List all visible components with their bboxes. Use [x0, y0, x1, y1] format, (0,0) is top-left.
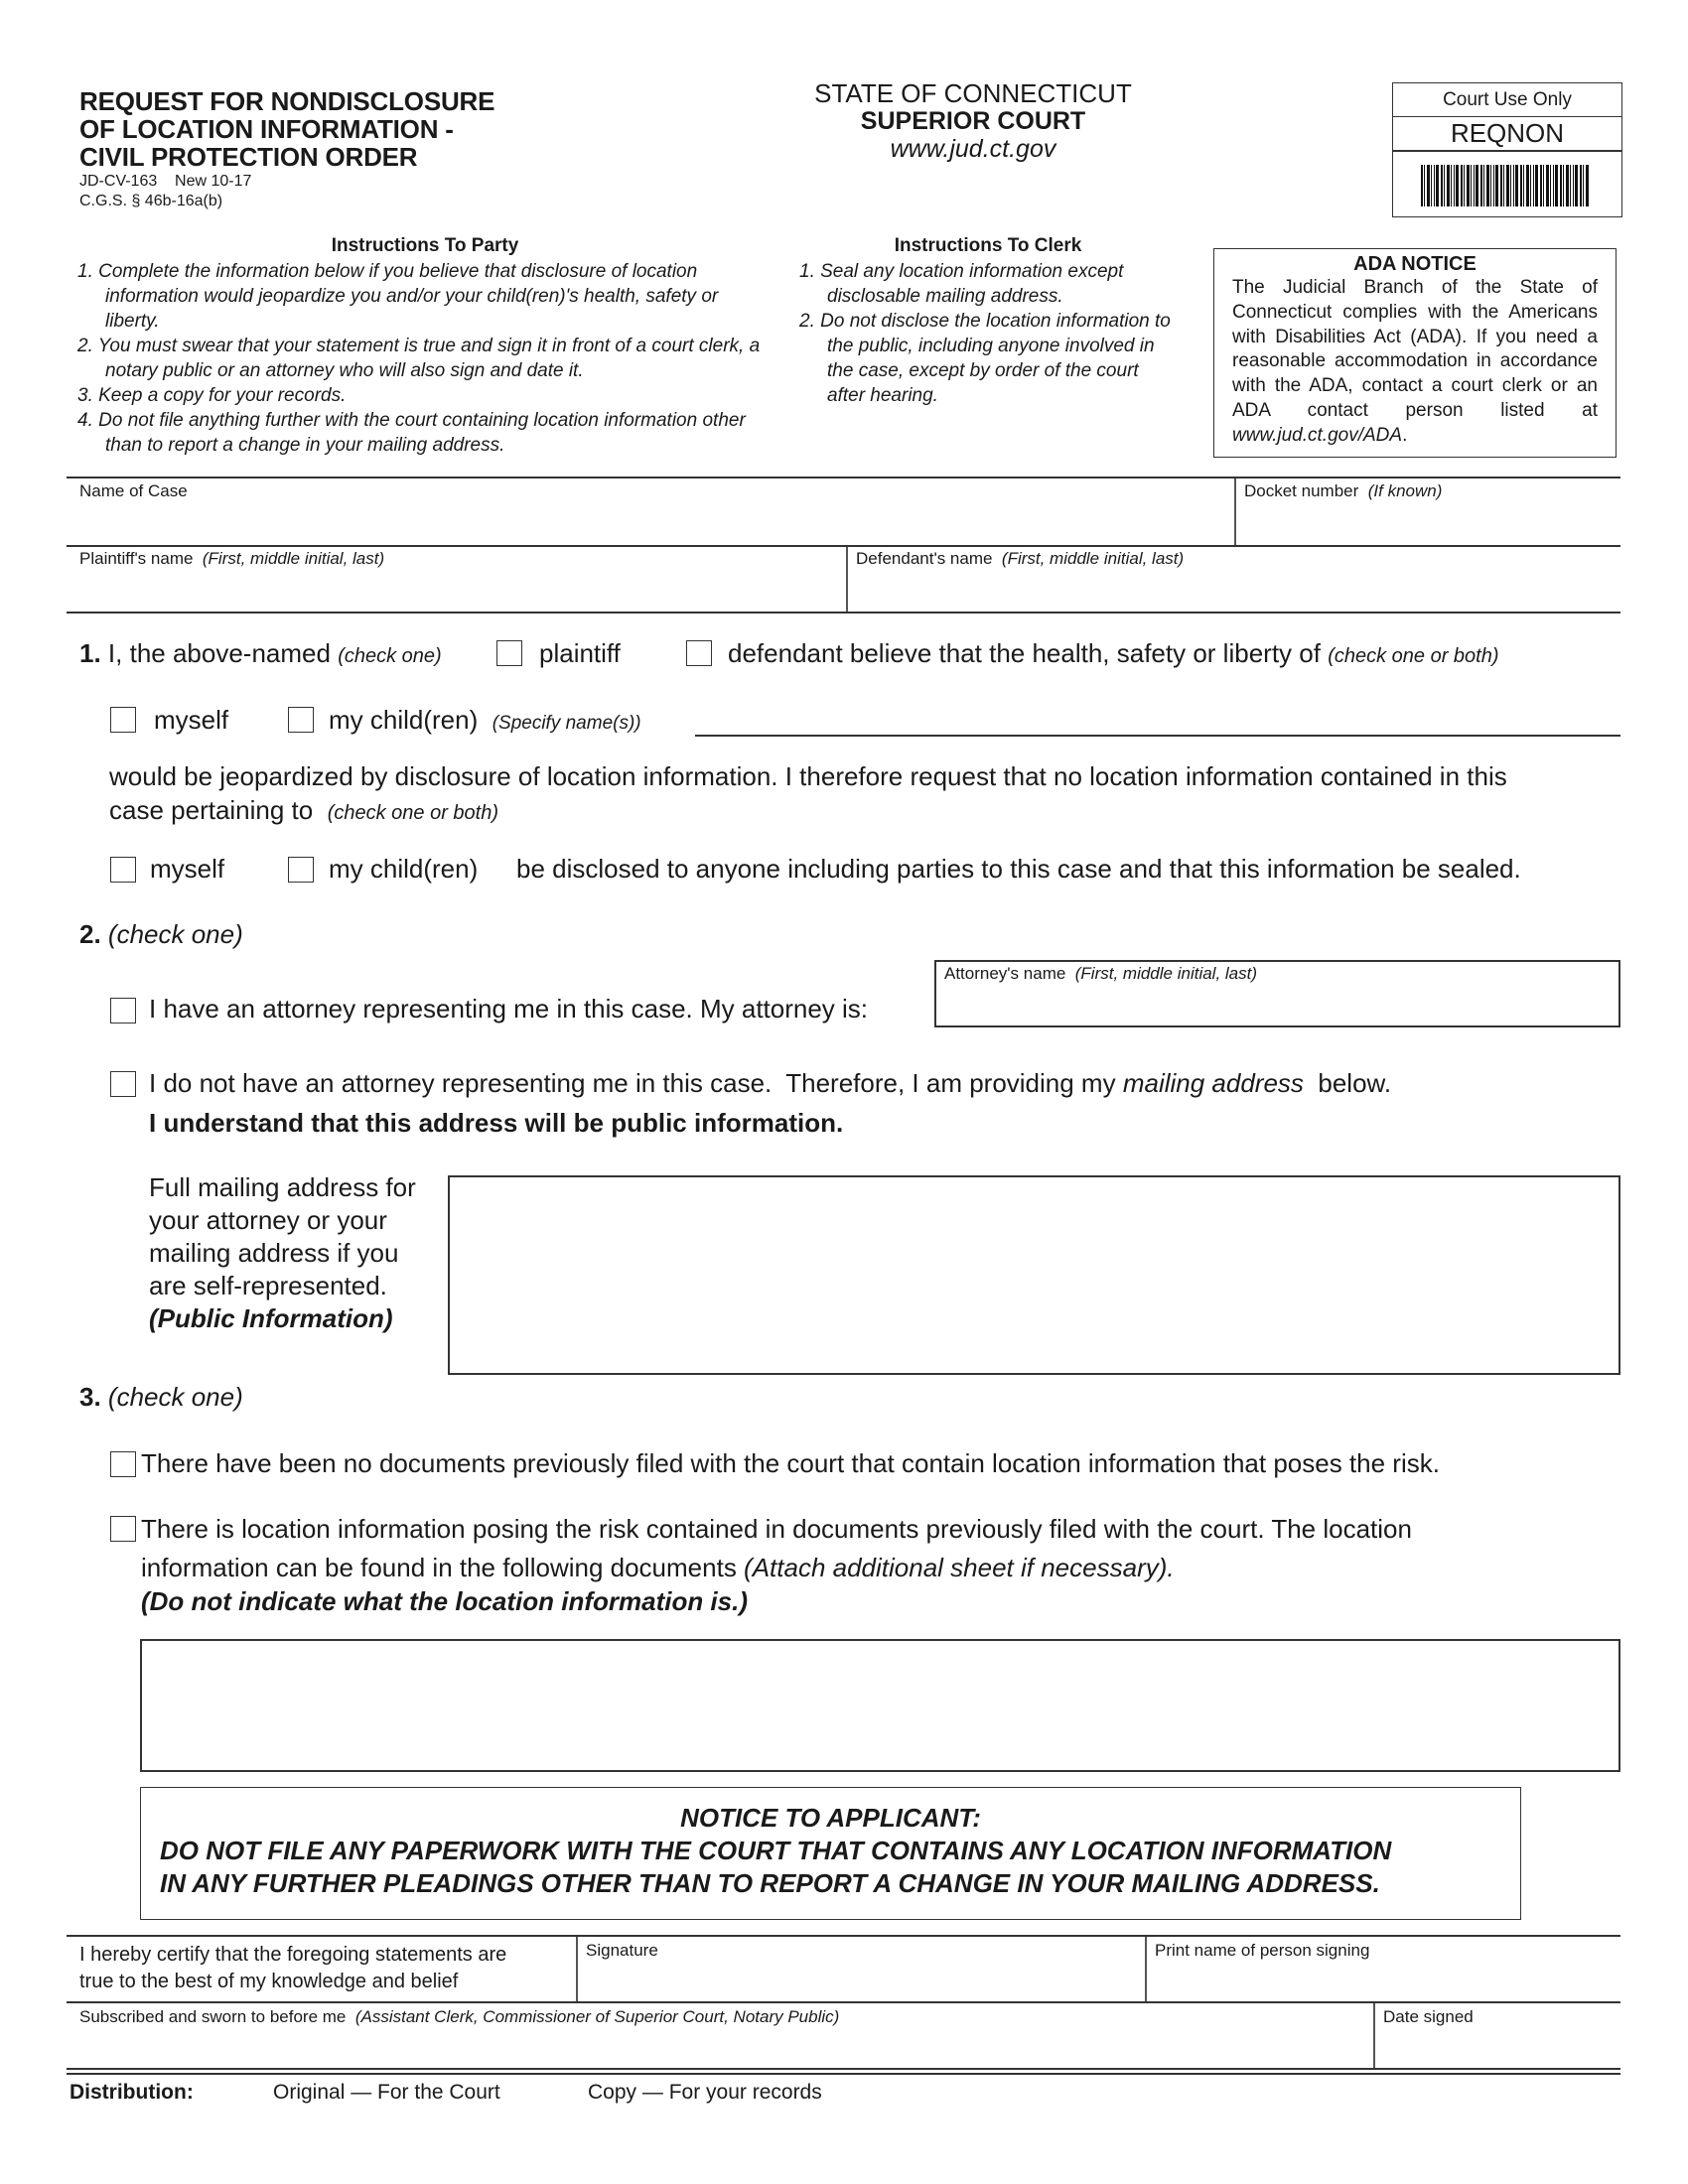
jeopardy-myself-label: myself: [154, 705, 229, 735]
party-instruction-1: 1. Complete the information below if you believe that disclosure of location information would jeopardize you and/or your child(ren)'s health, safety or liberty.: [77, 261, 719, 332]
party-instruction-2: 2. You must swear that your statement is true and sign it in front of a court clerk, a notary public or an attorney who will also sign and date it.: [77, 336, 761, 381]
signature-field[interactable]: [578, 1937, 1145, 2001]
court-use-box: [1392, 82, 1622, 217]
distribution-copy: Copy — For your records: [588, 2081, 822, 2104]
address-label-line-4: are self-represented.: [149, 1271, 387, 1300]
sworn-label-text: Subscribed and sworn to before me: [79, 2007, 347, 2026]
divider: [67, 612, 1620, 614]
attach-sheet-hint: (Attach additional sheet if necessary).: [744, 1553, 1175, 1582]
section3-check-one-hint: (check one): [107, 1382, 243, 1412]
no-documents-label: There have been no documents previously filed with the court that contain location information that poses the risk.: [141, 1448, 1440, 1478]
section2-number: 2.: [79, 919, 101, 949]
children-names-input[interactable]: [695, 703, 1620, 737]
public-information-note: (Public Information): [149, 1303, 393, 1333]
distribution-label: Distribution:: [70, 2081, 194, 2104]
has-documents-label-line2: [141, 1552, 1175, 1583]
date-signed-field[interactable]: [1375, 2003, 1620, 2068]
barcode-icon: [1421, 165, 1590, 206]
plaintiff-name-field[interactable]: [67, 547, 846, 612]
sealed-text: be disclosed to anyone including parties to this case and that this information be sealed.: [516, 854, 1521, 884]
section1-line1: [79, 637, 442, 672]
name-of-case-label: Name of Case: [79, 481, 188, 500]
sworn-before-field[interactable]: [67, 2003, 1373, 2068]
docket-number-label: [1244, 481, 1442, 501]
instructions-clerk-heading: Instructions To Clerk: [894, 235, 1082, 256]
defendant-hint: (First, middle initial, last): [1001, 549, 1185, 568]
court-website: www.jud.ct.gov: [890, 135, 1056, 163]
clerk-instruction-1: 1. Seal any location information except disclosable mailing address.: [799, 261, 1124, 307]
plaintiff-name-label: [79, 549, 384, 569]
ada-body: The Judicial Branch of the State of Connecticut complies with the Americans with Disabilities Act (ADA). If you need a reasonable accommodation in accordance with the ADA, contact a court clerk or an ADA contact person listed at: [1232, 277, 1598, 421]
court-name: SUPERIOR COURT: [860, 107, 1086, 135]
ada-heading: ADA NOTICE: [1353, 253, 1477, 275]
court-use-code: REQNON: [1393, 117, 1621, 152]
mailing-address-input[interactable]: [448, 1175, 1620, 1375]
distribution-original: Original — For the Court: [273, 2081, 500, 2104]
plaintiff-hint: (First, middle initial, last): [202, 549, 385, 568]
check-one-or-both-hint: (check one or both): [1328, 645, 1499, 667]
attorney-hint: (First, middle initial, last): [1074, 964, 1258, 983]
section1-number: 1.: [79, 638, 101, 668]
ada-notice: [1213, 248, 1617, 458]
certify-statement: [79, 1942, 506, 1995]
no-attorney-label: [149, 1067, 1391, 1099]
mailing-address-emphasis: mailing address: [1122, 1068, 1304, 1098]
no-documents-checkbox[interactable]: [110, 1451, 136, 1477]
certify-line-2: true to the best of my knowledge and belief: [79, 1971, 459, 1992]
defendant-name-field[interactable]: [848, 547, 1620, 612]
docket-label-text: Docket number: [1244, 481, 1359, 500]
plaintiff-checkbox[interactable]: [496, 640, 522, 666]
title-line-2: OF LOCATION INFORMATION -: [79, 114, 454, 144]
divider: [67, 2073, 1620, 2075]
instructions-to-clerk: [799, 233, 1177, 408]
pertaining-text: case pertaining to: [109, 795, 314, 825]
statute: C.G.S. § 46b-16a(b): [79, 193, 223, 209]
name-of-case-field[interactable]: [67, 478, 1234, 545]
specify-names-hint: (Specify name(s)): [492, 713, 641, 734]
documents-text: information can be found in the following documents: [141, 1553, 745, 1582]
form-number: JD-CV-163 New 10-17: [79, 173, 252, 190]
jeopardy-myself-checkbox[interactable]: [110, 707, 136, 733]
address-label-line-1: Full mailing address for: [149, 1172, 416, 1202]
seal-myself-label: myself: [150, 854, 225, 884]
ada-link[interactable]: www.jud.ct.gov/ADA: [1232, 424, 1403, 446]
attorney-name-field[interactable]: [934, 960, 1620, 1027]
notice-heading: NOTICE TO APPLICANT:: [680, 1803, 981, 1833]
print-name-label: Print name of person signing: [1155, 1941, 1370, 1960]
state-name: STATE OF CONNECTICUT: [814, 78, 1132, 108]
attorney-label-text: Attorney's name: [944, 964, 1066, 983]
signature-label: Signature: [586, 1941, 658, 1960]
check-one-or-both-hint-2: (check one or both): [327, 802, 499, 824]
section1-paragraph-line2: [109, 794, 498, 829]
section3-number: 3.: [79, 1382, 101, 1412]
sworn-label: [79, 2007, 839, 2027]
seal-myself-checkbox[interactable]: [110, 857, 136, 883]
defendant-name-label: [856, 549, 1184, 569]
address-label-line-2: your attorney or your: [149, 1205, 387, 1235]
notice-to-applicant: [140, 1787, 1521, 1920]
party-instruction-4: 4. Do not file anything further with the court containing location information other than to report a change in your mailing address.: [77, 410, 746, 456]
no-attorney-text-a: I do not have an attorney representing me in this case. Therefore, I am providing my: [149, 1068, 1123, 1098]
section1-check-one-hint: (check one): [338, 645, 442, 667]
docket-number-field[interactable]: [1236, 478, 1620, 545]
party-instruction-3: 3. Keep a copy for your records.: [77, 385, 347, 406]
form-title: [79, 87, 494, 171]
section1-paragraph-line1: would be jeopardized by disclosure of location information. I therefore request that no location information contained in this: [109, 761, 1507, 791]
seal-children-label: my child(ren): [329, 854, 479, 884]
defendant-label: [728, 637, 1499, 672]
children-text: my child(ren): [329, 705, 479, 735]
no-attorney-text-b: below.: [1303, 1068, 1392, 1098]
sworn-hint: (Assistant Clerk, Commissioner of Superior Court, Notary Public): [354, 2007, 840, 2026]
has-documents-checkbox[interactable]: [110, 1516, 136, 1542]
title-line-1: REQUEST FOR NONDISCLOSURE: [79, 86, 495, 116]
address-label-line-3: mailing address if you: [149, 1238, 399, 1268]
court-header: [755, 79, 1192, 163]
title-line-3: CIVIL PROTECTION ORDER: [79, 142, 418, 172]
date-signed-label: Date signed: [1383, 2007, 1474, 2026]
print-name-field[interactable]: [1147, 1937, 1620, 2001]
has-attorney-checkbox[interactable]: [110, 998, 136, 1024]
form-number-block: [79, 172, 251, 211]
instructions-to-party: [77, 233, 773, 458]
seal-children-checkbox[interactable]: [288, 857, 314, 883]
plaintiff-label-text: Plaintiff's name: [79, 549, 194, 568]
defendant-label-text: Defendant's name: [856, 549, 993, 568]
attorney-name-label: [944, 964, 1257, 984]
clerk-instruction-2: 2. Do not disclose the location information to the public, including anyone involved in the case, except by order of the court after hearing.: [799, 311, 1171, 406]
court-use-label: Court Use Only: [1393, 83, 1621, 117]
divider: [67, 2068, 1620, 2070]
instructions-party-heading: Instructions To Party: [331, 235, 519, 256]
docket-hint: (If known): [1367, 481, 1443, 500]
jeopardy-children-label: [329, 704, 641, 740]
plaintiff-label: plaintiff: [539, 638, 621, 668]
no-attorney-checkbox[interactable]: [110, 1071, 136, 1097]
section2-heading: [79, 918, 243, 950]
documents-list-input[interactable]: [140, 1639, 1620, 1772]
public-warning: I understand that this address will be public information.: [149, 1108, 844, 1138]
address-label: [149, 1171, 416, 1335]
defendant-checkbox[interactable]: [686, 640, 712, 666]
section1-intro: I, the above-named: [107, 638, 331, 668]
do-not-indicate-warning: (Do not indicate what the location information is.): [141, 1586, 748, 1616]
has-attorney-label: I have an attorney representing me in this case. My attorney is:: [149, 994, 869, 1024]
notice-line-2: IN ANY FURTHER PLEADINGS OTHER THAN TO REPORT A CHANGE IN YOUR MAILING ADDRESS.: [160, 1868, 1380, 1898]
certify-line-1: I hereby certify that the foregoing statements are: [79, 1944, 507, 1966]
ada-end: .: [1402, 424, 1408, 446]
jeopardy-children-checkbox[interactable]: [288, 707, 314, 733]
section2-check-one-hint: (check one): [107, 919, 243, 949]
has-documents-label-line1: There is location information posing the risk contained in documents previously filed with the court. The location: [141, 1514, 1412, 1544]
notice-line-1: DO NOT FILE ANY PAPERWORK WITH THE COURT THAT CONTAINS ANY LOCATION INFORMATION: [160, 1836, 1392, 1865]
defendant-text: defendant believe that the health, safety or liberty of: [728, 638, 1321, 668]
section3-heading: [79, 1381, 243, 1413]
